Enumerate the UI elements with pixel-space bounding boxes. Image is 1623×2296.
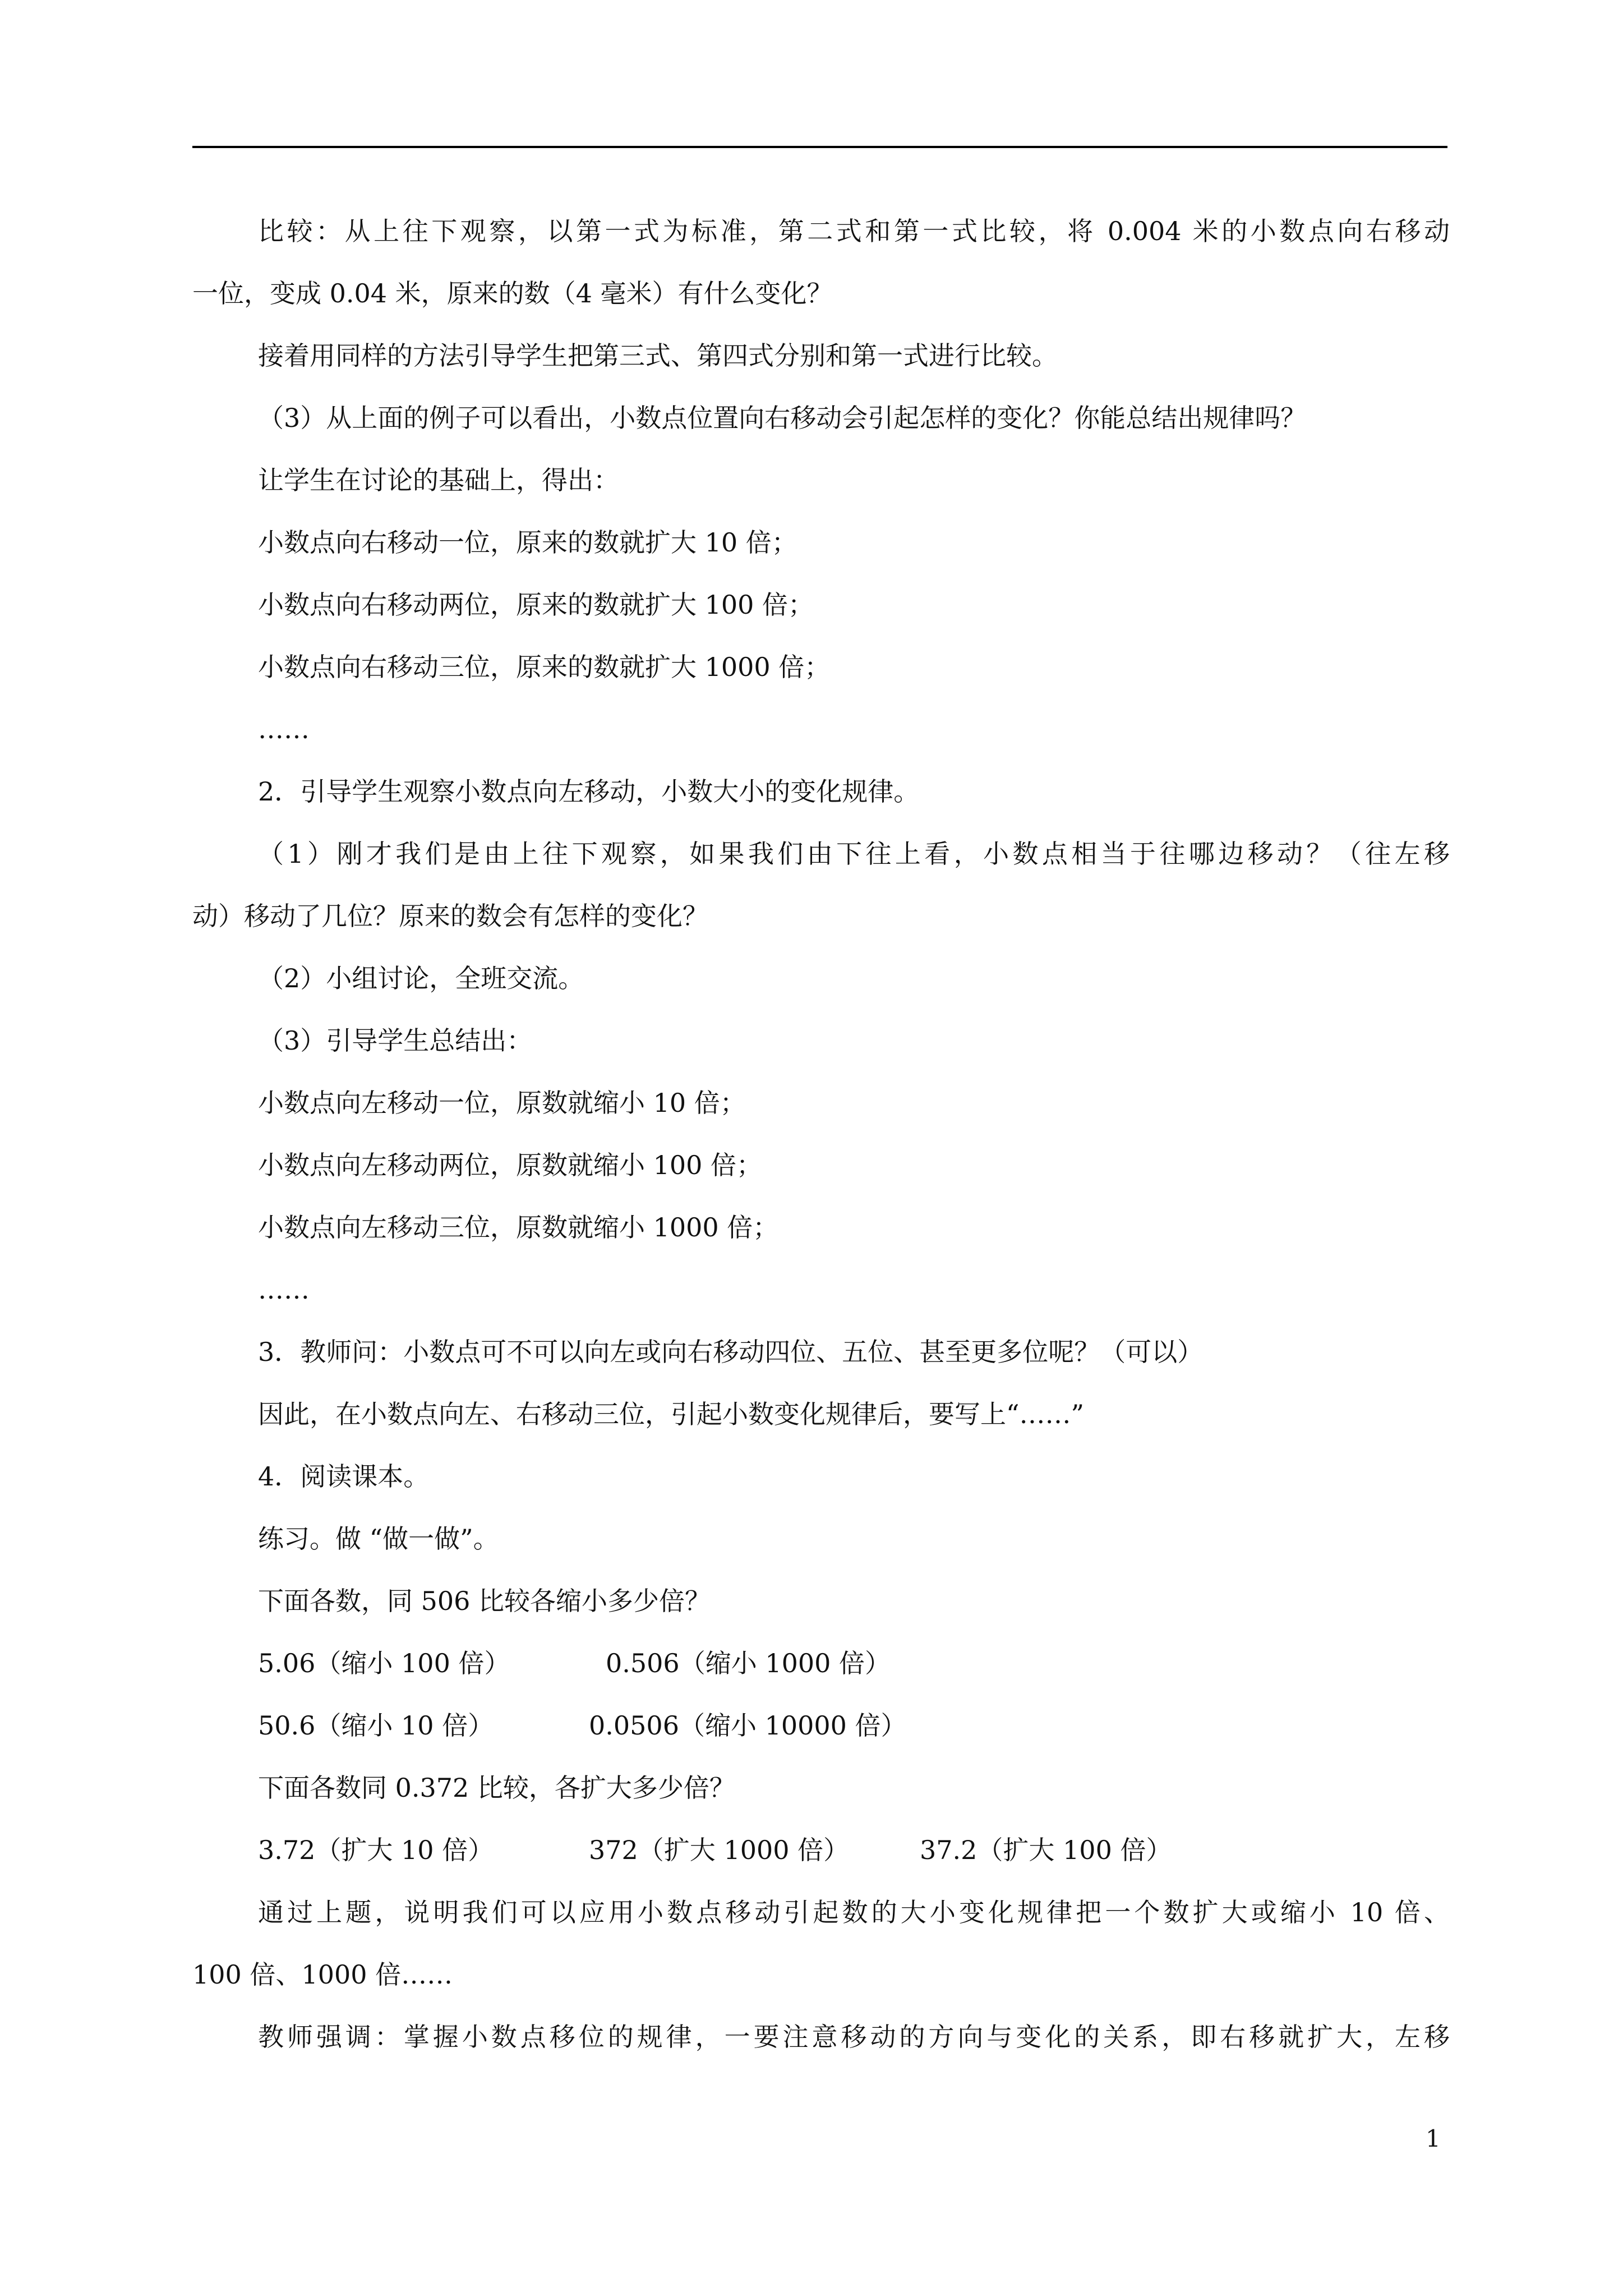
exercise-1-answer-c: 50.6（缩小 10 倍） xyxy=(258,1710,494,1741)
exercise-2-answer-c: 37.2（扩大 100 倍） xyxy=(920,1835,1172,1865)
exercise-1-answer-b: 0.506（缩小 1000 倍） xyxy=(606,1648,891,1678)
paragraph-step-3: （3）从上面的例子可以看出，小数点位置向右移动会引起怎样的变化？你能总结出规律吗？ xyxy=(258,403,1307,433)
rule-right-2: 小数点向右移动两位，原来的数就扩大 100 倍； xyxy=(258,590,814,620)
page-number: 1 xyxy=(1426,2125,1441,2152)
rule-left-2: 小数点向左移动两位，原数就缩小 100 倍； xyxy=(258,1150,763,1180)
rule-right-1: 小数点向右移动一位，原来的数就扩大 10 倍； xyxy=(258,527,797,558)
paragraph-observe-cont: 动）移动了几位？原来的数会有怎样的变化？ xyxy=(192,901,708,931)
paragraph-discuss: 让学生在讨论的基础上，得出： xyxy=(258,465,619,495)
exercise-1-answer-d: 0.0506（缩小 10000 倍） xyxy=(589,1710,907,1741)
paragraph-observe: （1）刚才我们是由上往下观察，如果我们由下往上看，小数点相当于往哪边移动？（往左移 xyxy=(258,839,1450,869)
paragraph-compare-cont: 一位，变成 0.04 米，原来的数（4 毫米）有什么变化？ xyxy=(192,278,833,309)
rule-right-3: 小数点向右移动三位，原来的数就扩大 1000 倍； xyxy=(258,652,831,682)
section-3-question: 3．教师问：小数点可不可以向左或向右移动四位、五位、甚至更多位呢？（可以） xyxy=(258,1337,1204,1367)
paragraph-conclusion-cont: 100 倍、1000 倍…… xyxy=(192,1959,453,1990)
ellipsis-1: …… xyxy=(258,714,310,744)
section-2-heading: 2．引导学生观察小数点向左移动，小数大小的变化规律。 xyxy=(258,776,920,807)
paragraph-group: （2）小组讨论，全班交流。 xyxy=(258,963,584,993)
rule-left-3: 小数点向左移动三位，原数就缩小 1000 倍； xyxy=(258,1212,779,1243)
ellipsis-2: …… xyxy=(258,1274,310,1305)
exercise-2-answer-b: 372（扩大 1000 倍） xyxy=(589,1835,850,1865)
paragraph-therefore: 因此，在小数点向左、右移动三位，引起小数变化规律后，要写上“……” xyxy=(258,1399,1085,1429)
section-4-heading: 4．阅读课本。 xyxy=(258,1461,430,1492)
paragraph-summarize: （3）引导学生总结出： xyxy=(258,1025,533,1056)
rule-left-1: 小数点向左移动一位，原数就缩小 10 倍； xyxy=(258,1088,746,1118)
header-rule xyxy=(192,146,1447,148)
exercise-2-answer-a: 3.72（扩大 10 倍） xyxy=(258,1835,494,1865)
paragraph-practice: 练习。做 “做一做”。 xyxy=(258,1524,499,1554)
exercise-1-answer-a: 5.06（缩小 100 倍） xyxy=(258,1648,510,1678)
paragraph-teacher-emphasis: 教师强调：掌握小数点移位的规律，一要注意移动的方向与变化的关系，即右移就扩大，左移 xyxy=(258,2022,1450,2052)
paragraph-compare: 比较：从上往下观察，以第一式为标准，第二式和第一式比较，将 0.004 米的小数点向右移动 xyxy=(258,216,1450,246)
paragraph-method: 接着用同样的方法引导学生把第三式、第四式分别和第一式进行比较。 xyxy=(258,341,1058,371)
exercise-2-question: 下面各数同 0.372 比较，各扩大多少倍？ xyxy=(258,1773,735,1803)
exercise-1-question: 下面各数，同 506 比较各缩小多少倍？ xyxy=(258,1586,711,1616)
paragraph-conclusion: 通过上题，说明我们可以应用小数点移动引起数的大小变化规律把一个数扩大或缩小 10 倍、 xyxy=(258,1897,1450,1927)
